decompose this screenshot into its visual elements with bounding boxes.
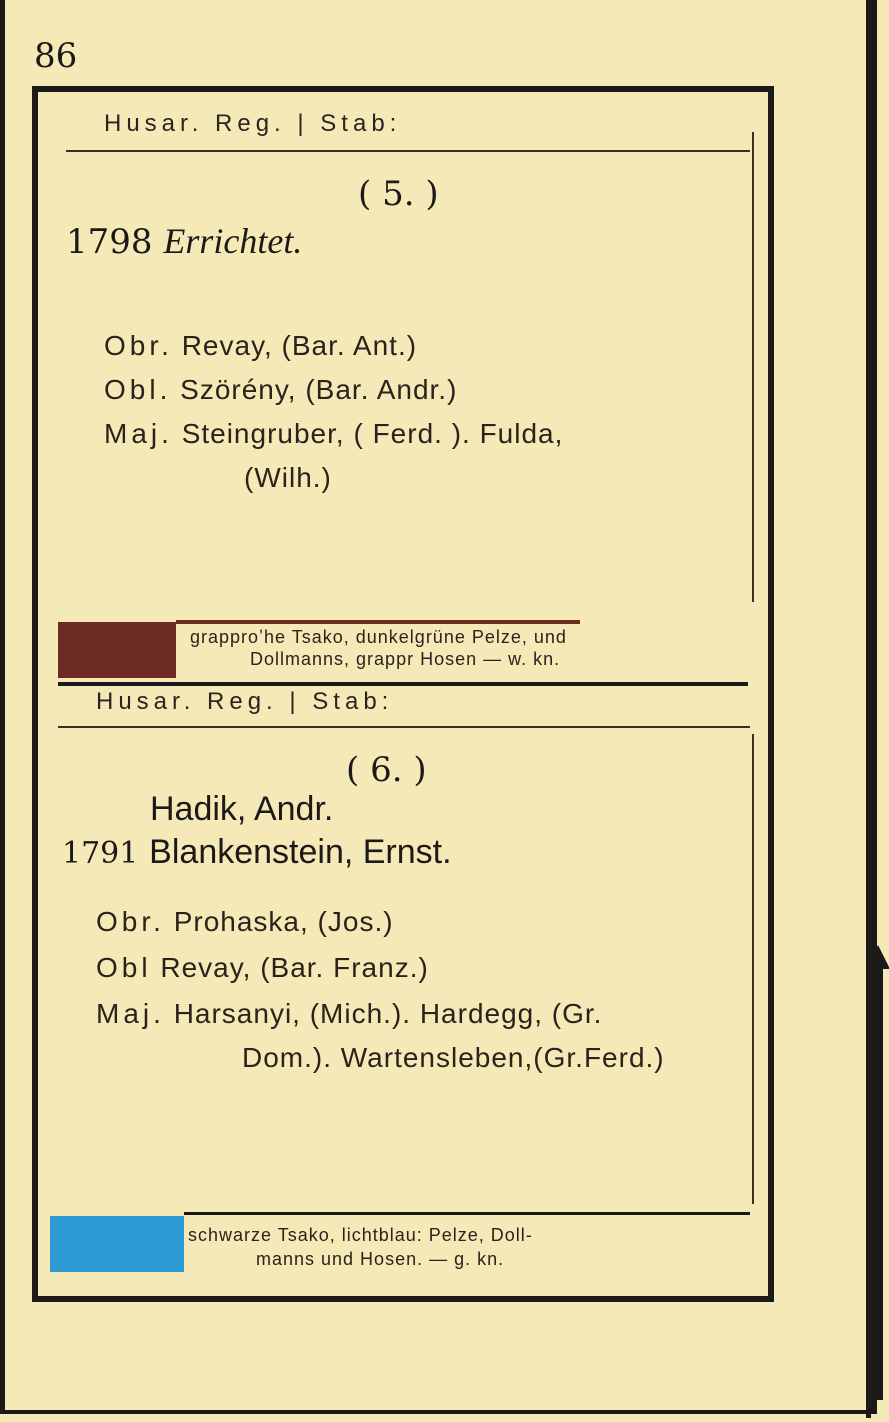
regiment-header: Husar. Reg. | Stab: [104, 110, 402, 137]
founding-label: Errichtet. [163, 221, 303, 261]
officer-rank: Obr. [96, 906, 165, 937]
officer-line-obl [104, 374, 457, 406]
header-rule [58, 726, 750, 728]
officer-name: Harsanyi, (Mich.). Hardegg, (Gr. [173, 998, 603, 1029]
officer-line-maj [96, 998, 602, 1030]
regiment-header: Husar. Reg. | Stab: [96, 688, 394, 715]
officer-line-obr [104, 330, 417, 362]
regiment-number: ( 6. ) [346, 750, 427, 790]
header-rule [66, 150, 750, 152]
uniform-description-line2: Dollmanns, grappr Hosen — w. kn. [250, 649, 561, 669]
founding-line [62, 832, 452, 872]
regiment-entry-6 [38, 684, 768, 1296]
uniform-color-swatch [50, 1216, 184, 1272]
regiment-table [32, 86, 774, 1302]
founding-year: 1791 [62, 836, 139, 871]
owner-line: Blankenstein, Ernst. [149, 833, 452, 871]
officer-continuation: (Wilh.) [244, 462, 332, 493]
regiment-entry-5 [38, 92, 768, 684]
officer-name: Steingruber, ( Ferd. ). Fulda, [181, 418, 564, 449]
officer-name: Prohaska, (Jos.) [173, 906, 394, 937]
officer-rank: Obl. [104, 374, 172, 405]
margin-bracket-line [877, 960, 883, 1400]
uniform-description-line2: manns und Hosen. — g. kn. [256, 1249, 505, 1269]
officer-rank: Maj. [96, 998, 165, 1029]
officer-name: Revay, (Bar. Franz.) [160, 952, 429, 983]
officer-rank: Obl [96, 952, 152, 983]
page-number: 86 [34, 36, 78, 76]
officer-line-obl [96, 952, 429, 984]
swatch-rule [184, 1212, 750, 1215]
regiment-number: ( 5. ) [358, 174, 439, 214]
officer-rank: Maj. [104, 418, 173, 449]
right-margin-rule [866, 0, 871, 1418]
owner-line: Hadik, Andr. [150, 790, 334, 828]
column-rule [752, 734, 754, 1204]
officer-line-obr [96, 906, 394, 938]
officer-line-maj [104, 418, 563, 450]
margin-arrow-icon [866, 945, 889, 969]
officer-name: Szörény, (Bar. Andr.) [180, 374, 458, 405]
uniform-description-line1: schwarze Tsako, lichtblau: Pelze, Doll- [188, 1225, 533, 1245]
officer-name: Revay, (Bar. Ant.) [181, 330, 418, 361]
officer-rank: Obr. [104, 330, 173, 361]
founding-line [66, 220, 302, 262]
column-rule [752, 132, 754, 602]
swatch-rule [176, 620, 580, 624]
uniform-description-line1: grapproʼhe Tsako, dunkelgrüne Pelze, und [190, 627, 567, 647]
officer-continuation: Dom.). Wartensleben,(Gr.Ferd.) [242, 1042, 665, 1073]
founding-year: 1798 [66, 222, 153, 262]
uniform-color-swatch [58, 622, 176, 678]
